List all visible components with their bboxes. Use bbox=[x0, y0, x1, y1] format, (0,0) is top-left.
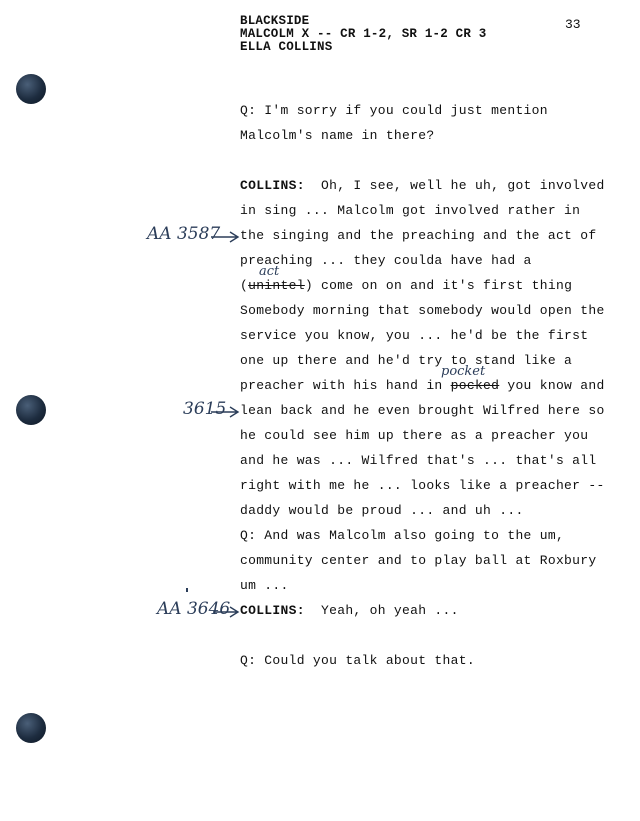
question-2-line-3: um ... bbox=[240, 578, 289, 593]
answer-1-line-1 bbox=[240, 178, 605, 193]
answer-1-line-1-text: Oh, I see, well he uh, got involved bbox=[304, 178, 605, 193]
question-1-line-2: Malcolm's name in there? bbox=[240, 128, 435, 143]
question-2-line-2: community center and to play ball at Roxbury bbox=[240, 553, 597, 568]
answer-1-line-6: Somebody morning that somebody would open the bbox=[240, 303, 605, 318]
answer-1-line-5 bbox=[240, 278, 572, 293]
punch-hole-middle bbox=[16, 395, 46, 425]
answer-1-line-7: service you know, you ... he'd be the first bbox=[240, 328, 589, 343]
speaker-label: COLLINS: bbox=[240, 178, 305, 193]
margin-note-timecode-3: AA 3646 bbox=[157, 599, 231, 619]
arrow-icon-1 bbox=[210, 231, 240, 243]
answer-1-line-12: and he was ... Wilfred that's ... that's all bbox=[240, 453, 597, 468]
punch-hole-top bbox=[16, 74, 46, 104]
answer-1-line-8: one up there and he'd try to stand like a bbox=[240, 353, 573, 368]
answer-1-line-11: he could see him up there as a preacher you bbox=[240, 428, 589, 443]
struck-word-pocked: pocked bbox=[450, 378, 500, 393]
header-line-1: BLACKSIDE bbox=[240, 14, 310, 28]
answer-1-line-9 bbox=[240, 378, 605, 393]
answer-1-line-9-start: preacher with his hand in bbox=[240, 378, 451, 393]
arrow-icon-3 bbox=[212, 606, 240, 618]
question-1-line-1: Q: I'm sorry if you could just mention bbox=[240, 103, 548, 118]
correction-act: act bbox=[259, 264, 280, 279]
struck-word-unintel: unintel bbox=[248, 278, 305, 293]
ink-dot bbox=[186, 588, 188, 592]
question-3-line-1: Q: Could you talk about that. bbox=[240, 653, 475, 668]
answer-1-line-5-text: ) come on on and it's first thing bbox=[304, 278, 573, 293]
answer-1-line-4: preaching ... they coulda have had a bbox=[240, 253, 532, 268]
paren-open: ( bbox=[240, 278, 249, 293]
answer-1-line-10: lean back and he even brought Wilfred here so bbox=[240, 403, 605, 418]
arrow-icon-2 bbox=[210, 406, 240, 418]
margin-note-timecode-1: AA 3587 bbox=[147, 224, 221, 244]
answer-1-line-9-text: you know and bbox=[499, 378, 605, 393]
answer-1-line-14: daddy would be proud ... and uh ... bbox=[240, 503, 524, 518]
speaker-label-2: COLLINS: bbox=[240, 603, 305, 618]
punch-hole-bottom bbox=[16, 713, 46, 743]
header-line-3: ELLA COLLINS bbox=[240, 40, 333, 54]
answer-1-line-2: in sing ... Malcolm got involved rather in bbox=[240, 203, 581, 218]
correction-pocket: pocket bbox=[441, 364, 486, 379]
document-header bbox=[240, 15, 486, 54]
answer-2-line-1 bbox=[240, 603, 459, 618]
answer-2-text: Yeah, oh yeah ... bbox=[304, 603, 459, 618]
header-line-2: MALCOLM X -- CR 1-2, SR 1-2 CR 3 bbox=[240, 27, 487, 41]
answer-1-line-3: the singing and the preaching and the act of bbox=[240, 228, 597, 243]
margin-note-timecode-2: 3615 bbox=[183, 399, 227, 419]
page-number: 33 bbox=[565, 17, 581, 32]
answer-1-line-13: right with me he ... looks like a preacher -- bbox=[240, 478, 605, 493]
question-2-line-1: Q: And was Malcolm also going to the um, bbox=[240, 528, 565, 543]
